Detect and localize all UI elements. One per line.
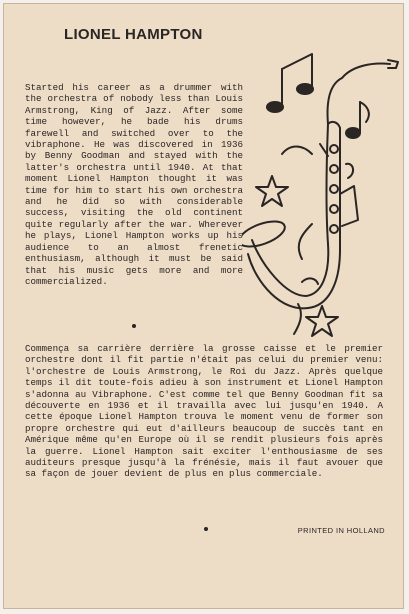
- star-icon: [256, 176, 288, 206]
- music-note-icon: [346, 102, 369, 138]
- divider-dot: [132, 324, 136, 328]
- trading-card: [3, 3, 404, 609]
- card-title: LIONEL HAMPTON: [64, 26, 203, 43]
- divider-dot: [204, 527, 208, 531]
- french-biography: Commença sa carrière derrière la grosse caisse et le premier orchestre dont il fit partie n'était pas celui du premier venu: l'orchestre de Louis Armstrong, le Roi du Jazz. Après quelque temps il dit toute-fois adieu à son instrument et Lionel Hampton s'adonna au Vibraphone. C'est comme tel que Benny Goodman fit sa découverte en 1936 et il travailla avec lui jusqu'en 1940. A cette époque Lionel Hampton trouva le moment venu de former son propre orchestre qui eut d'ailleurs beaucoup de succès tant en Amérique même qu'en Europe où il se rendit plusieurs fois après la guerre. Lionel Hampton sait exciter l'enthousiasme de ses auditeurs presque jusqu'à la frénésie, mais il faut avouer que sa façon de jouer devient de plus en plus commerciale.: [25, 343, 383, 480]
- star-icon: [306, 306, 338, 336]
- music-note-icon: [267, 54, 313, 112]
- english-biography: Started his career as a drummer with the orchestra of nobody less than Louis Armstrong, King of Jazz. After some time however, he bade his drums farewell and switched over to the vibraphone. He was discovered in 1936 by Benny Goodman and stayed with the latter's orchestra until 1940. At that moment Lionel Hampton thought it was time for him to start his own orchestra and he did so with considerable success, visiting the old continent quite regularly after the war. Wherever he plays, Lionel Hampton works up his audience to an almost frenetic enthusiasm, although it must be said that his music gets more and more commercialized.: [25, 82, 243, 287]
- saxophone-illustration: [242, 44, 400, 344]
- printed-in-holland-label: PRINTED IN HOLLAND: [297, 526, 385, 535]
